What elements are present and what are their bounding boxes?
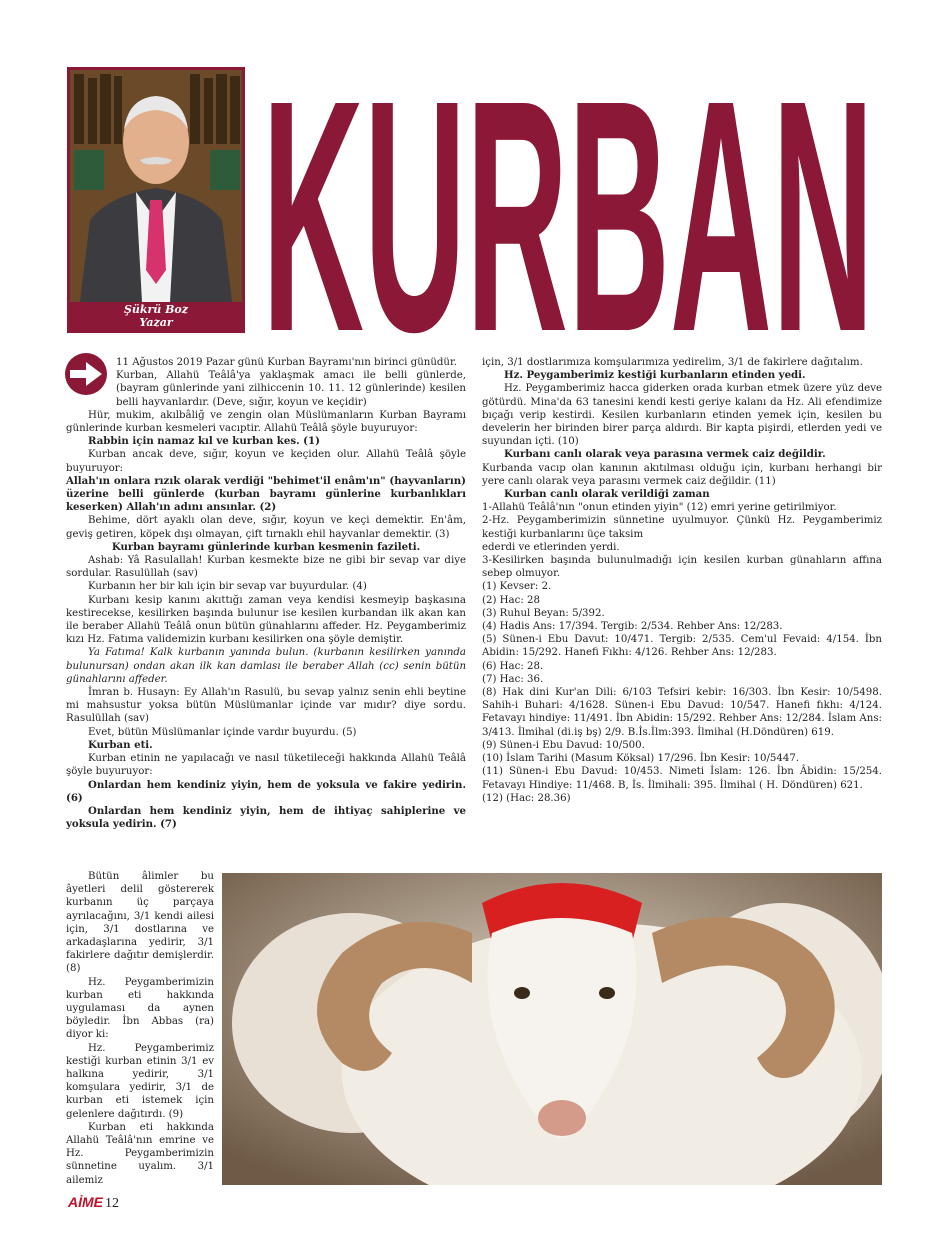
magazine-logo: AİME [68,1194,103,1210]
footnote: (7) Hac: 36. [482,673,544,685]
footnote: (11) Sünen-i Ebu Davud: 10/453. Nimeti İslam: 126. İbn Âbidin: 15/254. Fetavayı Hindiye: 11/468. B, İs. İlmihali: 395. İlmihal ( H. Döndüren) 621. [482,766,882,791]
subheading: Hz. Peygamberimiz kestiği kurbanların etinden yedi. [504,369,806,382]
right-column [482,356,882,805]
paragraph: Hz. Peygamberimiz hacca giderken orada kurban etmek üzere yüz deve götürdü. Mina'da 63 tanesini kendi kesti geriye kalanı da Hz. Ali efendimize bıçağı verip kestirdi. Kesilen kurbanların etinden yemek için, kesilen bu develerin her birinden birer parça aldırdı. Bir kapta pişirdi, etlerden yedi ve suyundan içti. (10) [482,383,882,448]
paragraph: Bütün âlimler bu âyetleri delil göstererek kurbanın üç parçaya ayrılacağını, 3/1 kendi ailesi için, 3/1 dostlarına ve arkadaşlarına yedirir, 3/1 fakirlere dağıtır demişlerdir. (8) [66,871,214,975]
subheading: Kurban canlı olarak verildiği zaman [504,488,710,501]
footnote: (3) Ruhul Beyan: 5/392. [482,607,605,619]
footnote: (2) Hac: 28 [482,594,540,606]
footnote: (8) Hak dini Kur'an Dili: 6/103 Tefsiri kebir: 16/303. İbn Kesir: 10/5498. Sahih-i Buhari: 4/1628. Sünen-i Ebu Davud: 10/547. Hanefi fıkhı: 4/124. Fetavayı hindiye: 11/491. İbn Abidin: 15/292. Rehber Ans: 12/284. İslam Ans: 3/413. İlmihal (di.iş bş) 2/9. B.İs.İlm:393. İlmihal (H.Döndüren) 619. [482,687,882,738]
verse: Onlardan hem kendiniz yiyin, hem de yoksula ve fakire yedirin. (6) [66,778,466,804]
list-item: ederdi ve etlerinden yerdi. [482,541,620,553]
paragraph: Kurban etinin ne yapılacağı ve nasıl tüketileceği hakkında Allahü Teâlâ şöyle buyuruyor: [66,753,466,778]
subheading: Kurban eti. [88,738,153,751]
author-name: Şükrü Boz [123,303,189,316]
footnote: (4) Hadis Ans: 17/394. Tergib: 2/534. Rehber Ans: 12/283. [482,621,783,633]
paragraph: Hz. Peygamberimiz kestiği kurban etinin 3/1 ev halkına yedirir, 3/1 komşulara yedirir, 3/1 de kurban eti istemek için gelenlere dağıtırdı. (9) [66,1042,214,1120]
author-photo [70,70,242,302]
subheading: Kurban bayramı günlerinde kurban kesmenin fazileti. [111,540,421,553]
paragraph: Behime, dört ayaklı olan deve, sığır, koyun ve keçi demektir. En'âm, geviş getiren, köpek dışı olmayan, çift tırnaklı ehil hayvanlar demektir. (3) [66,515,466,540]
paragraph: Kurbanda vacıp olan kanının akıtılması olduğu için, kurbanı herhangi bir yere canlı olarak veya parasını vermek caiz değildir. (11) [482,462,882,487]
paragraph: 11 Ağustos 2019 Pazar günü Kurban Bayramı'nın birinci günüdür. [116,357,457,368]
list-item: 1-Allahü Teâlâ'nın "onun etinden yiyin" (12) emri yerine getirilmiyor. [482,502,837,514]
headline [262,38,874,338]
author-portrait [67,67,245,333]
paragraph: Kurban, Allahü Teâlâ'ya yaklaşmak amacı ile belli günlerde, (bayram günlerinde yani zilhiccenin 10. 11. 12 günlerinde) kesilen belli hayvanlardır. (Deve, sığır, koyun ve keçidir) [116,370,466,408]
footnote: (1) Kevser: 2. [482,581,552,593]
paragraph: Allah'ın onlara rızık olarak verdiği "behimet'il enâm'ın" (hayvanların) üzerine belli günlerde (kurban bayramı günlerine kurbanlıkları keserken) Allah'ın adını ansınlar. (2) [66,474,466,514]
paragraph: Rabbin için namaz kıl ve kurban kes. (1) [88,435,320,448]
headline-text: KURBAN [262,38,874,338]
footnote: (9) Sünen-i Ebu Davud: 10/500. [482,739,645,751]
subheading: Kurbanı canlı olarak veya parasına vermek caiz değildir. [504,448,826,461]
paragraph: Kurbanı kesip kanını akıttığı zaman veya kendisi kesmeyip başkasına kestirecekse, kesilirken başında bulunur ise kesilen kurbandan ilk akan kan ile beraber Allahü Teâlâ onun bütün günahlarını affeder. Hz. Peygamberimiz kızı Hz. Fatıma validemizin kurbanı kesilirken ona şöyle demiştir. [66,594,466,646]
paragraph: Kurban ancak deve, sığır, koyun ve keçiden olur. Allahü Teâlâ şöyle buyuruyor: [66,449,466,474]
left-column [66,356,466,831]
footnote: (5) Sünen-i Ebu Davut: 10/471. Tergib: 2/535. Cem'ul Fevaid: 4/154. İbn Abidin: 15/292. Hanefi Fıkhı: 4/126. Rehber Ans: 12/283. [482,634,882,659]
paragraph: Kurbanın her bir kılı için bir sevap var buyurdular. (4) [88,581,367,593]
footnote: (12) (Hac: 28.36) [482,792,571,804]
left-column-narrow [66,870,214,1187]
paragraph: Kurban eti hakkında Allahü Teâlâ'nın emrine ve Hz. Peygamberimizin sünnetine uyalım. 3/1 ailemiz [66,1121,214,1186]
paragraph: Ashab: Yâ Rasulallah! Kurban kesmekte bize ne gibi bir sevap var diye sordular. Rasulüllah (sav) [66,555,466,580]
page-footer [68,1194,119,1212]
ram-photo [222,873,882,1185]
list-item: 3-Kesilirken başında bulunulmadığı için kesilen kurban günahların affına sebep olmuyor. [482,555,882,580]
footnote: (10) İslam Tarihi (Masum Köksal) 17/296. İbn Kesir: 10/5447. [482,753,800,765]
paragraph: için, 3/1 dostlarımıza komşularımıza yedirelim, 3/1 de fakirlere dağıtalım. [482,357,863,368]
author-role: Yazar [139,316,173,329]
paragraph: Hz. Peygamberimizin kurban eti hakkında uygulaması da aynen böyledir. İbn Abbas (ra) diyor ki: [66,976,214,1041]
paragraph: İmran b. Husayn: Ey Allah'ın Rasulü, bu sevap yalnız senin ehli beytine mi mahsustur yoksa bütün Müslümanlar içinde var mıdır? diye sordu. Rasulüllah (sav) [66,687,466,725]
page-number: 12 [105,1196,119,1211]
paragraph: Evet, bütün Müslümanlar içinde vardır buyurdu. (5) [88,726,357,738]
quote: Ya Fatıma! Kalk kurbanın yanında bulun. (kurbanın kesilirken yanında bulunursan) ondan akan ilk kan damlası ile beraber Allah (cc) senin bütün günahlarını affeder. [66,647,466,685]
list-item: 2-Hz. Peygamberimizin sünnetine uyulmuyor. Çünkü Hz. Peygamberimiz kestiği kurbanlarını üçe taksim [482,515,882,540]
author-caption [67,303,245,329]
footnote: (6) Hac: 28. [482,660,544,672]
paragraph: Hür, mukim, akılbâliğ ve zengin olan Müslümanların Kurban Bayramı günlerinde kurban kesmeleri vacıptir. Allahü Teâlâ şöyle buyuruyor: [66,409,466,435]
verse: Onlardan hem kendiniz yiyin, hem de ihtiyaç sahiplerine ve yoksula yedirin. (7) [66,804,466,831]
